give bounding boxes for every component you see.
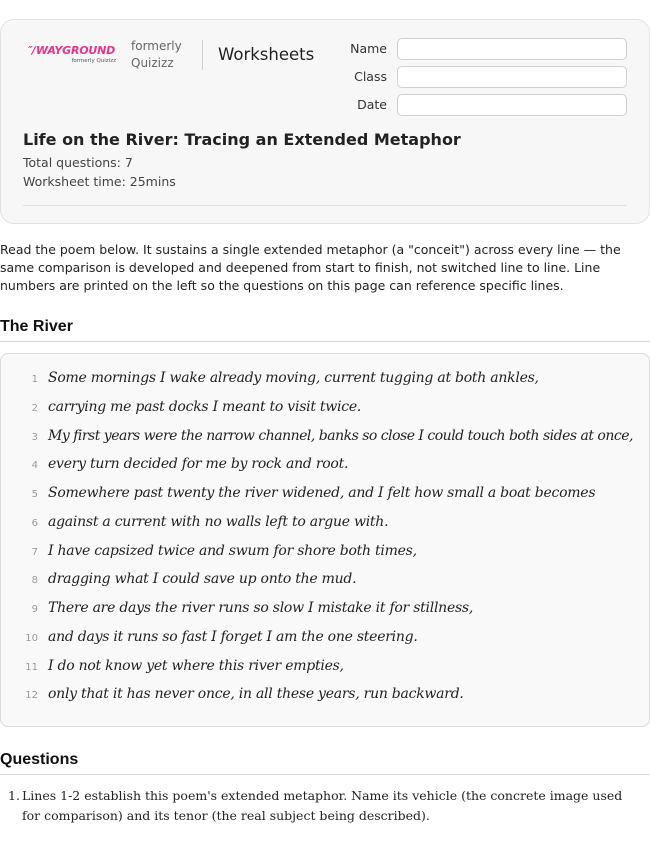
- line-text: dragging what I could save up onto the mud.: [48, 571, 357, 587]
- questions-heading: Questions: [0, 751, 79, 768]
- question-number: 1.: [8, 788, 20, 803]
- poem-line: [1, 571, 650, 591]
- poem-line: [1, 370, 650, 390]
- poem-line: [1, 629, 650, 649]
- name-label: Name: [350, 41, 387, 56]
- line-text: every turn decided for me by rock and root.: [48, 456, 349, 472]
- poem-line: [1, 543, 650, 563]
- line-text: and days it runs so fast I forget I am the one steering.: [48, 629, 418, 645]
- date-label: Date: [357, 97, 387, 112]
- formerly-note: formerly Quizizz: [131, 39, 182, 70]
- header-rule: [23, 205, 627, 206]
- line-number: 1: [31, 374, 38, 385]
- line-text: My first years were the narrow channel, banks so close I could touch both sides at once,: [48, 428, 633, 444]
- poem-line: [1, 456, 650, 476]
- question-item: [0, 786, 640, 826]
- line-number: 9: [31, 604, 38, 615]
- intro-paragraph: Read the poem below. It sustains a single extended metaphor (a "conceit") across every line — the same comparison is developed and deepened from start to finish, not switched line to line. Line numbers are printed on the left so the questions on this page can reference specific lines.: [0, 242, 621, 293]
- poem-line: [1, 686, 650, 706]
- poem-heading: The River: [0, 318, 73, 335]
- questions-heading-rule: [0, 774, 650, 775]
- date-field[interactable]: [397, 94, 627, 116]
- line-text: I do not know yet where this river empties,: [48, 658, 344, 674]
- poem-box: [0, 353, 650, 727]
- logo-tagline: formerly Quizizz: [71, 58, 116, 64]
- question-list: [0, 786, 640, 826]
- logo-mark-icon: ′′/: [28, 44, 35, 57]
- line-number: 5: [31, 489, 38, 500]
- worksheet-title: Life on the River: Tracing an Extended Metaphor: [23, 130, 461, 149]
- poem-line: [1, 428, 650, 448]
- line-text: Somewhere past twenty the river widened, and I felt how small a boat becomes: [48, 485, 596, 501]
- poem-line: [1, 600, 650, 620]
- class-field[interactable]: [397, 66, 627, 88]
- worksheet-time: Worksheet time: 25mins: [23, 174, 176, 189]
- line-number: 11: [25, 662, 38, 673]
- line-text: only that it has never once, in all these years, run backward.: [48, 686, 464, 702]
- question-text: Lines 1-2 establish this poem's extended metaphor. Name its vehicle (the concrete image used for comparison) and its tenor (the real subject being described).: [22, 788, 623, 823]
- line-number: 3: [31, 432, 38, 443]
- line-number: 6: [31, 518, 38, 529]
- line-number: 7: [31, 547, 38, 558]
- brand-logo: [28, 44, 120, 65]
- section-label: Worksheets: [218, 45, 315, 64]
- wayground-logo: ′′/WAYGROUND: [28, 44, 116, 57]
- line-text: carrying me past docks I meant to visit twice.: [48, 399, 362, 415]
- poem-line: [1, 485, 650, 505]
- line-number: 8: [31, 575, 38, 586]
- line-number: 2: [31, 403, 38, 414]
- class-label: Class: [354, 69, 387, 84]
- poem-line: [1, 399, 650, 419]
- line-text: Some mornings I wake already moving, current tugging at both ankles,: [48, 370, 539, 386]
- poem-line: [1, 514, 650, 534]
- line-number: 12: [25, 690, 38, 701]
- name-field[interactable]: [397, 38, 627, 60]
- line-number: 4: [31, 460, 38, 471]
- header-divider: [202, 40, 203, 70]
- line-number: 10: [25, 633, 38, 644]
- poem-heading-rule: [0, 341, 650, 342]
- line-text: There are days the river runs so slow I mistake it for stillness,: [48, 600, 474, 616]
- line-text: I have capsized twice and swum for shore both times,: [48, 543, 417, 559]
- poem-line: [1, 658, 650, 678]
- line-text: against a current with no walls left to argue with.: [48, 514, 389, 530]
- total-questions: Total questions: 7: [23, 155, 133, 170]
